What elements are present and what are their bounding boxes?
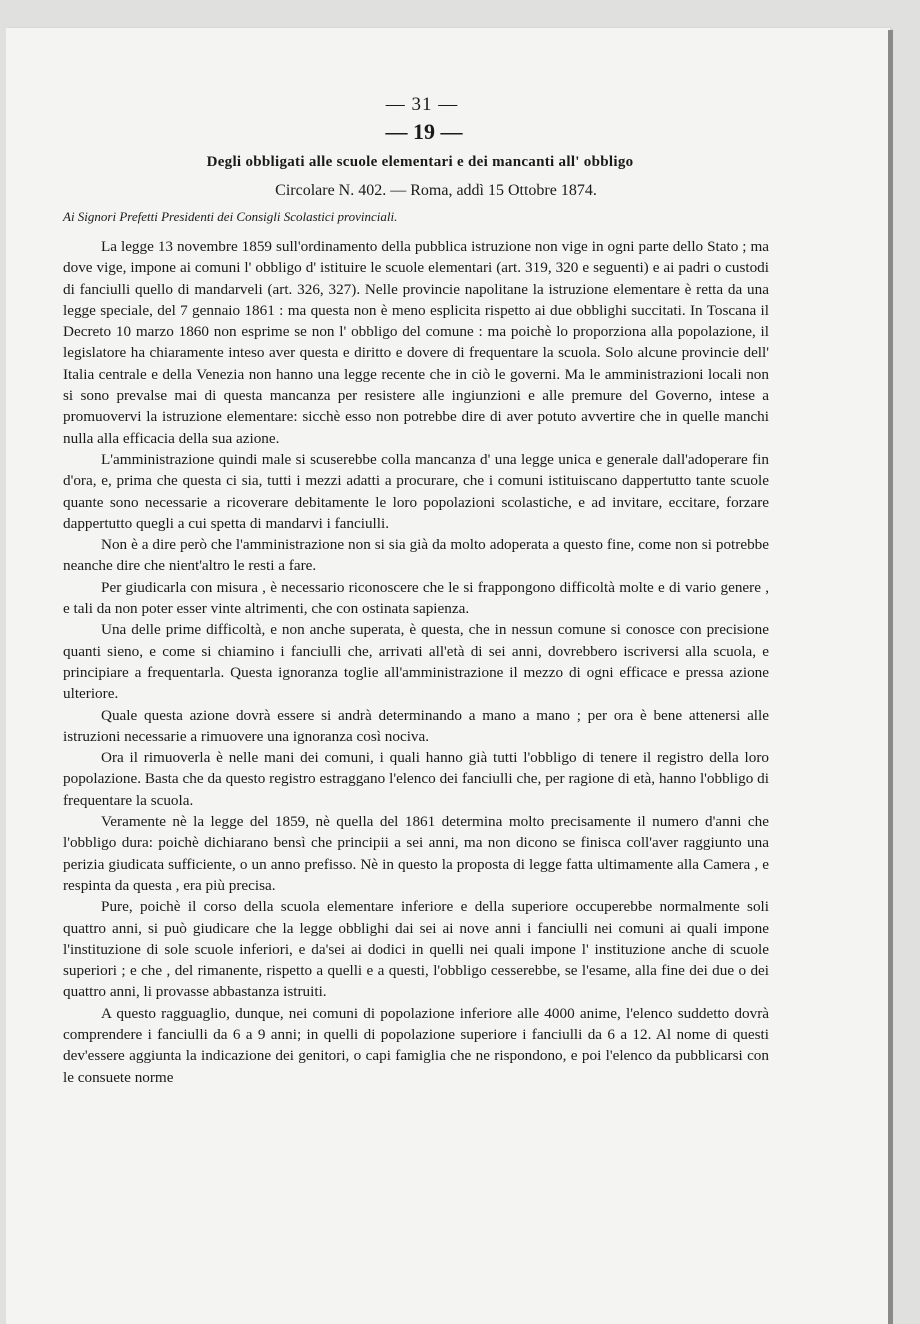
paragraph: La legge 13 novembre 1859 sull'ordinamento della pubblica istruzione non vige in ogni parte dello Stato ; ma dove vige, impone ai comuni l' obbligo d' istituire le scuole elementari (art. 319, 320 e seguenti) e ai padri o custodi di fanciulli quello di mandarveli (art. 326, 327). Nelle provincie napolitane la istruzione elementare è retta da una legge speciale, del 7 gennaio 1861 : ma questa non è meno esplicita rispetto ai due obblighi succitati. In Toscana il Decreto 10 marzo 1860 non esprime se non l' obbligo del comune : ma poichè lo proporziona alla popolazione, il legislatore ha chiaramente inteso aver questa e diritto e dovere di frequentare la scuola. Solo alcune provincie dell' Italia centrale e della Venezia non hanno una legge recente che in ciò le governi. Ma le amministrazioni locali non si sono prevalse mai di questa mancanza per resistere alle ingiunzioni e alle premure del Governo, intese a promuovervi la istruzione elementare: sicchè esso non potrebbe dire di aver potuto avvertire che in quelle manchi nulla alla efficacia della sua azione. bbox=[63, 238, 769, 447]
section-title: Degli obbligati alle scuole elementari e dei mancanti all' obbligo bbox=[206, 154, 634, 170]
page-number: — 31 — bbox=[385, 94, 459, 115]
page-edge bbox=[888, 30, 893, 1324]
paragraph: L'amministrazione quindi male si scuserebbe colla mancanza d' una legge unica e generale dall'adoperare fin d'ora, e, prima che questa ci sia, tutti i mezzi adatti a procurare, che i comuni istituiscano dappertutto tante scuole quante sono necessarie a ricoverare debitamente le loro popolazioni scolastiche, e ad invitare, eccitare, forzare dappertutto quegli a cui spetta di mandarvi i fanciulli. bbox=[63, 450, 769, 532]
paragraph: Per giudicarla con misura , è necessario riconoscere che le si frappongono difficoltà molte e di vario genere , e tali da non poter esser vinte altrimenti, che con ostinata sapienza. bbox=[63, 578, 769, 618]
section-number: — 19 — bbox=[385, 119, 463, 144]
paragraph: Non è a dire però che l'amministrazione non si sia già da molto adoperata a questo fine, come non si potrebbe neanche dire che nient'altro le resti a fare. bbox=[63, 536, 769, 575]
paragraph: Veramente nè la legge del 1859, nè quella del 1861 determina molto precisamente il numero d'anni che l'obbligo dura: poichè dichiarano bensì che principii a sei anni, ma non dicono se finisca coll'aver raggiunto una perizia giudicata sufficiente, o un anno prefisso. Nè in questo la proposta di legge fatta ultimamente alla Camera , e respinta da questa , era più precisa. bbox=[63, 813, 769, 894]
paragraph: Quale questa azione dovrà essere si andrà determinando a mano a mano ; per ora è bene attenersi alle istruzioni necessarie a rimuovere una ignoranza così nociva. bbox=[63, 706, 769, 745]
paragraph: A questo ragguaglio, dunque, nei comuni di popolazione inferiore alle 4000 anime, l'elenco suddetto dovrà comprendere i fanciulli da 6 a 9 anni; in quelli di popolazione superiore i fanciulli da 6 a 12. Al nome di questi dev'essere aggiunta la indicazione dei genitori, o capi famiglia che ne rispondono, e poi l'elenco da pubblicarsi con le consuete norme bbox=[63, 1004, 769, 1086]
paragraph: Pure, poichè il corso della scuola elementare inferiore e della superiore occuperebbe normalmente soli quattro anni, si può giudicare che la legge obblighi dai sei ai nove anni i fanciulli nei comuni ai quali impone l'instituzione di sole scuole inferiori, e da'sei ai dodici in quelli nei quali impone l' instituzione anche di scuole superiori ; e che , del rimanente, rispetto a quelli e a questi, l'obbligo cesserebbe, se l'esame, alla fine dei due o dei quattro anni, li provasse abbastanza istruiti. bbox=[63, 898, 769, 1001]
body-text bbox=[63, 236, 769, 1088]
addressee-line: Ai Signori Prefetti Presidenti dei Consigli Scolastici provinciali. bbox=[63, 209, 398, 224]
paragraph: Ora il rimuoverla è nelle mani dei comuni, i quali hanno già tutti l'obbligo di tenere il registro della loro popolazione. Basta che da questo registro estraggano l'elenco dei fanciulli che, per ragione di età, hanno l'obbligo di frequentare la scuola. bbox=[63, 749, 769, 809]
paragraph: Una delle prime difficoltà, e non anche superata, è questa, che in nessun comune si conosce con precisione quanti sieno, e come si chiamino i fanciulli che, arrivati all'età di sei anni, dovrebbero iscriversi alla scuola, e principiare a frequentarla. Questa ignoranza toglie all'amministrazione il mezzo di ogni efficace e pressa azione ulteriore. bbox=[63, 621, 769, 703]
circular-reference: Circolare N. 402. — Roma, addì 15 Ottobre 1874. bbox=[275, 182, 597, 199]
page-content bbox=[63, 92, 769, 1088]
